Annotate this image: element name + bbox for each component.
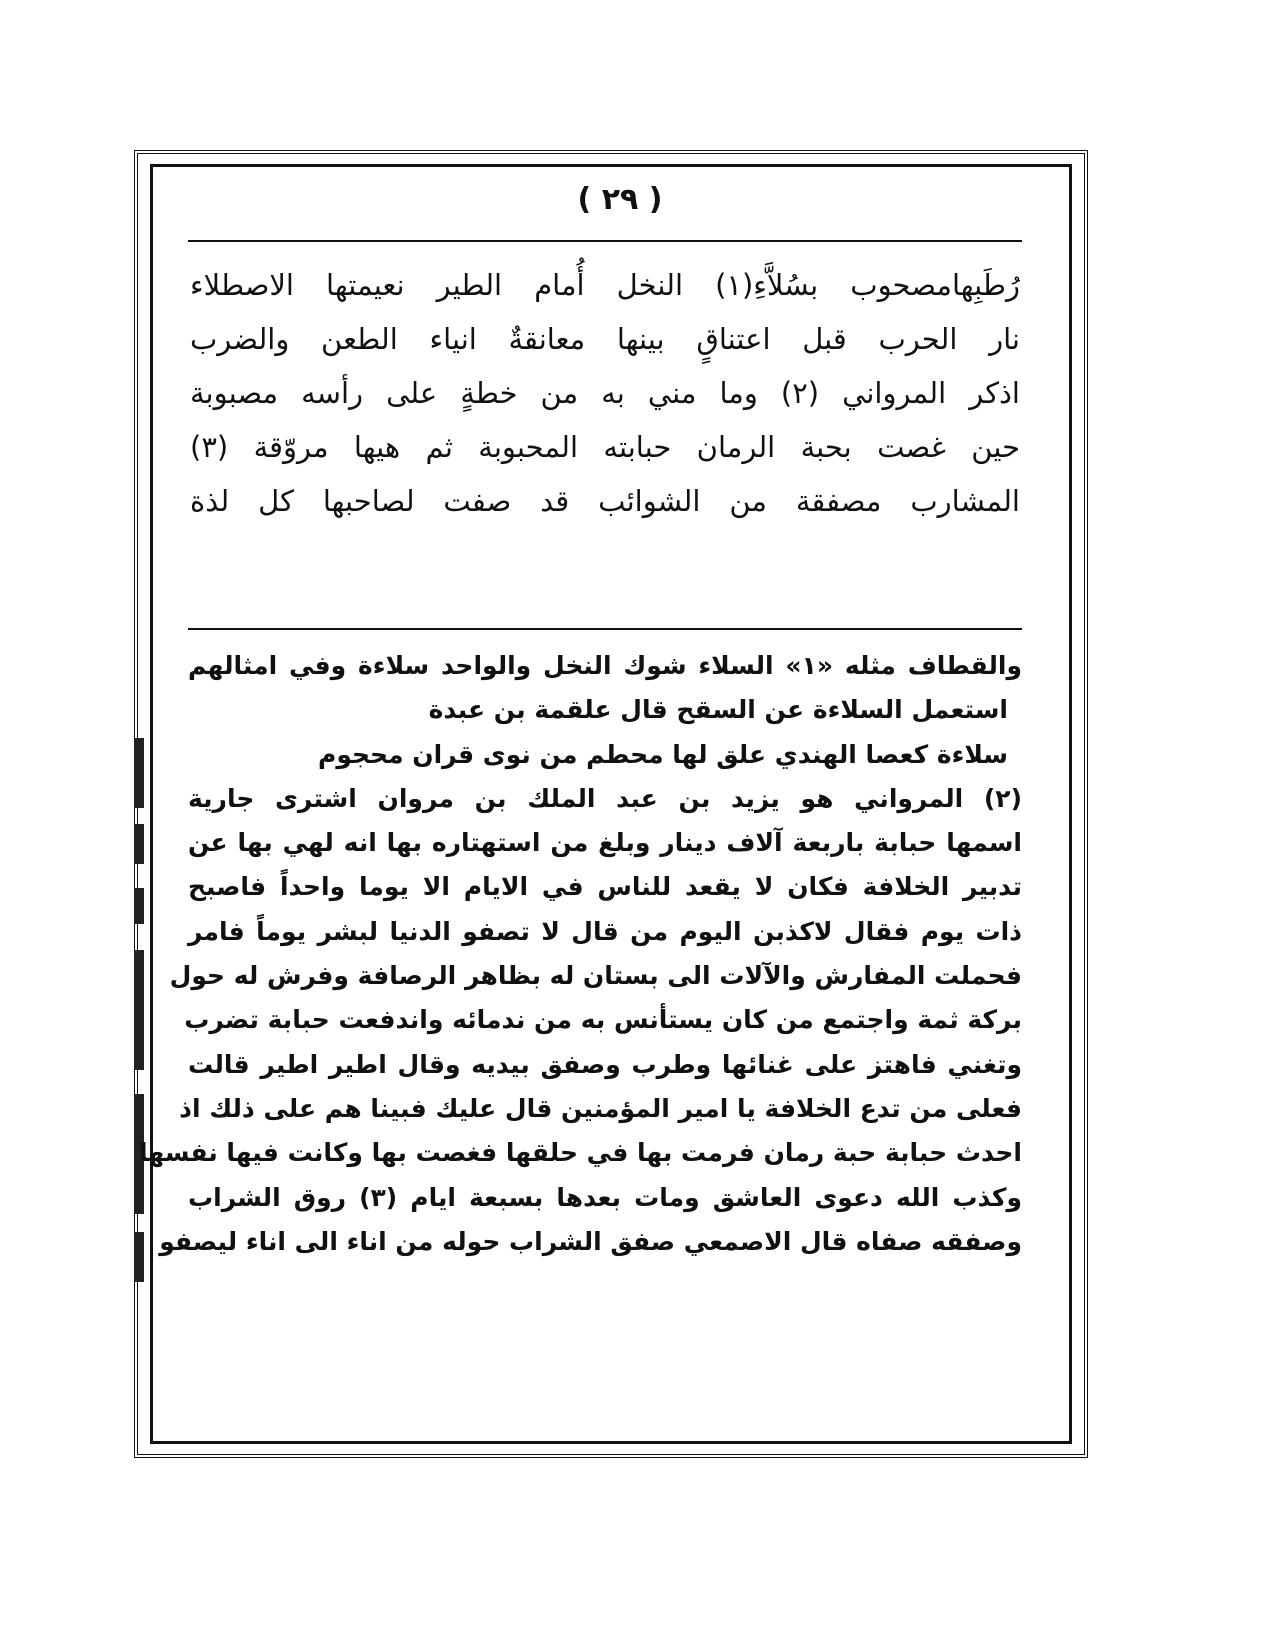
footnote-line: وصفقه صفاه قال الاصمعي صفق الشراب حوله من اناء الى اناء ليصفو [159, 1226, 1022, 1256]
footnote-line: احدث حبابة حبة رمان فرمت بها في حلقها فغصت بها وكانت فيها نفسها [139, 1138, 1022, 1168]
verse-line: اذكر المرواني (٢) وما مني به من خطةٍ على رأسه مصبوبة [190, 376, 1020, 410]
header-rule [188, 240, 1022, 242]
verse-line: نار الحرب قبل اعتناقٍ بينها معانقةٌ انياء الطعن والضرب [190, 322, 1020, 356]
footnote-line: استعمل السلاءة عن السقح قال علقمة بن عبدة [428, 695, 1008, 725]
footnote-line: والقطاف مثله «١» السلاء شوك النخل والواحد سلاءة وفي امثالهم [188, 651, 1022, 680]
footnote-line: ذات يوم فقال لاكذبن اليوم من قال لا تصفو الدنيا لبشر يوماً فامر [188, 916, 1022, 946]
footnote-line: وكذب الله دعوى العاشق ومات بعدها بسبعة ايام (٣) روق الشراب [188, 1182, 1022, 1212]
page-number: ( ٢٩ ) [577, 182, 663, 217]
footnote-line: تدبير الخلافة فكان لا يقعد للناس في الايام الا يوما واحداً فاصبح [188, 872, 1022, 902]
footnote-line: (٢) المرواني هو يزيد بن عبد الملك بن مروان اشترى جارية [188, 783, 1022, 813]
footnotes-block [139, 644, 1022, 1264]
footnote-separator-rule [188, 628, 1022, 630]
binding-margin-marks [128, 738, 150, 1298]
footnote-line: اسمها حبابة باربعة آلاف دينار وبلغ من استهتاره بها انه لهي بها عن [188, 828, 1022, 858]
verse-line: رُطَبِهامصحوب بسُلاَّءِ(١) النخل أُمام الطير نعيمتها الاصطلاء [190, 268, 1020, 302]
footnote-line: فعلى من تدع الخلافة يا امير المؤمنين قال عليك فبينا هم على ذلك اذ [179, 1093, 1022, 1123]
footnote-line: وتغني فاهتز على غنائها وطرب وصفق بيديه وقال اطير اطير قالت [188, 1049, 1022, 1079]
verse-block [190, 258, 1020, 528]
verse-line: المشارب مصفقة من الشوائب قد صفت لصاحبها كل لذة [190, 484, 1020, 518]
footnote-line: سلاءة كعصا الهندي علق لها محطم من نوى قران محجوم [318, 739, 1008, 769]
footnote-line: بركة ثمة واجتمع من كان يستأنس به من ندمائه واندفعت حبابة تضرب [184, 1005, 1022, 1035]
verse-line: حين غصت بحبة الرمان حبابته المحبوبة ثم هيها مروّقة (٣) [190, 430, 1020, 464]
footnote-line: فحملت المفارش والآلات الى بستان له بظاهر الرصافة وفرش له حول [169, 961, 1022, 991]
